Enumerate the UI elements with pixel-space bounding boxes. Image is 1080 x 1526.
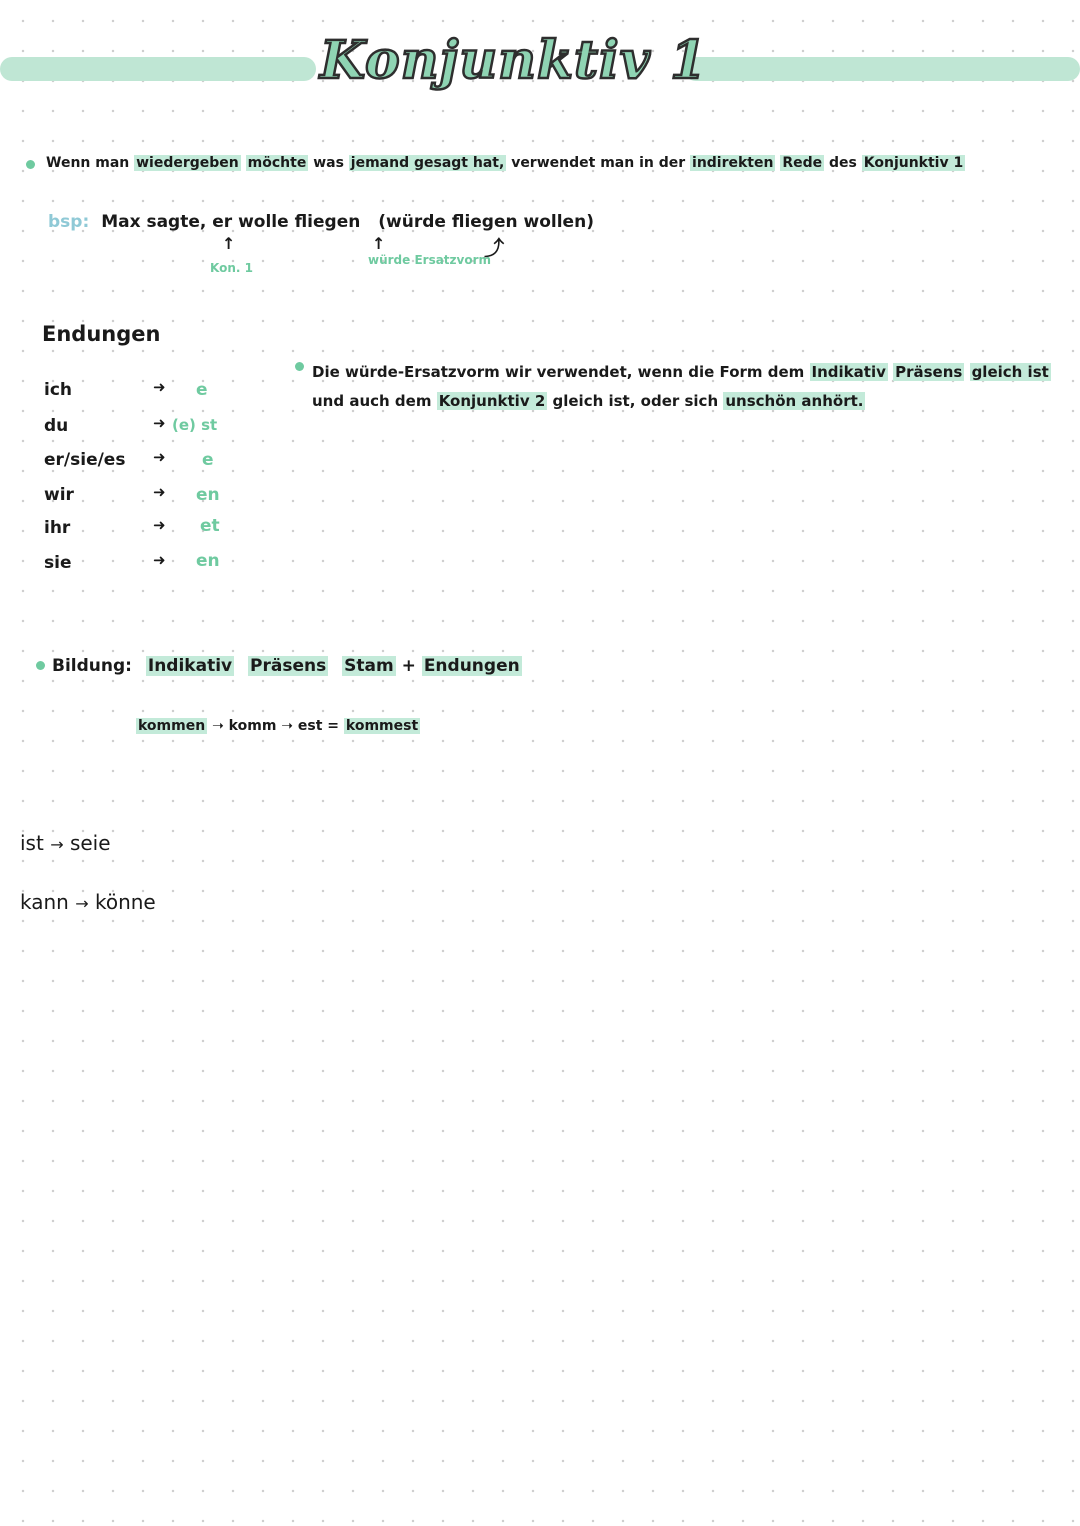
wuerde-note-line-2	[312, 392, 865, 410]
page-title: Konjunktiv 1	[320, 30, 708, 91]
endungen-heading: Endungen	[42, 322, 161, 346]
intro-word: des	[829, 155, 857, 171]
irregular-form	[20, 890, 156, 914]
bildung-line	[52, 656, 522, 676]
note-text: Die würde-Ersatzvorm wir verwendet, wenn die Form dem	[312, 363, 805, 381]
bildung-example-result: kommest	[345, 718, 419, 734]
bildung-example-verb: kommen	[138, 718, 206, 734]
ending-value: e	[202, 450, 214, 470]
right-arrow-icon: ➜	[153, 378, 166, 396]
right-arrow-icon: ➜	[153, 448, 166, 466]
note-highlight: gleich ist	[971, 363, 1049, 381]
pronoun-label: ihr	[44, 518, 71, 538]
pronoun-label: ich	[44, 380, 73, 400]
irregular-to: seie	[69, 831, 111, 855]
ending-value: en	[196, 551, 220, 571]
example-alternative: (würde fliegen wollen)	[378, 212, 594, 232]
bildung-label: Bildung:	[52, 656, 132, 676]
note-text: gleich ist, oder sich	[552, 392, 719, 410]
up-arrow-icon: ↑	[372, 234, 386, 253]
wuerde-note-line-1	[312, 363, 1051, 381]
example-label: bsp:	[48, 212, 90, 232]
intro-word: jemand gesagt hat,	[350, 155, 505, 171]
example-line	[48, 212, 594, 232]
header-bar-left	[0, 57, 316, 81]
right-arrow-icon: ➜	[153, 483, 166, 501]
ending-value: e	[196, 380, 208, 400]
pronoun-label: er/sie/es	[44, 450, 126, 470]
right-arrow-icon: ➜	[153, 551, 166, 569]
note-highlight: Präsens	[895, 363, 963, 381]
irregular-from: ist	[20, 831, 44, 855]
intro-sentence	[46, 155, 965, 171]
bildung-example-steps: ➝ komm ➝ est =	[212, 718, 340, 734]
bildung-part: Endungen	[423, 656, 520, 676]
pronoun-label: du	[44, 416, 69, 436]
pronoun-label: wir	[44, 485, 74, 505]
ending-value: en	[196, 485, 220, 505]
right-arrow-icon: ➜	[153, 414, 166, 432]
note-highlight: unschön anhört.	[725, 392, 864, 410]
curved-up-arrow-icon: ⤴	[484, 236, 504, 260]
irregular-to: könne	[94, 890, 156, 914]
bildung-part: Stam	[344, 656, 394, 676]
bildung-part: Präsens	[250, 656, 327, 676]
intro-word: Konjunktiv 1	[863, 155, 964, 171]
example-sentence: Max sagte, er wolle fliegen	[101, 212, 361, 232]
example-note-konjunktiv: Kon. 1	[210, 261, 253, 275]
bullet-dot	[36, 661, 45, 670]
irregular-form	[20, 831, 111, 855]
intro-word: Wenn man	[46, 155, 130, 171]
example-note-ersatzform: würde Ersatzvorm	[368, 253, 492, 267]
intro-word: Rede	[782, 155, 823, 171]
intro-word: verwendet man in der	[511, 155, 686, 171]
note-highlight: Indikativ	[811, 363, 886, 381]
ending-value: et	[200, 516, 220, 536]
intro-word: indirekten	[692, 155, 774, 171]
note-text: und auch dem	[312, 392, 432, 410]
note-highlight: Konjunktiv 2	[438, 392, 546, 410]
irregular-from: kann	[20, 890, 69, 914]
right-arrow-icon: ➜	[153, 516, 166, 534]
header-bar-right	[684, 57, 1080, 81]
intro-word: möchte	[247, 155, 307, 171]
intro-word: wiedergeben	[136, 155, 239, 171]
bildung-part: Indikativ	[147, 656, 233, 676]
bildung-example	[136, 718, 420, 734]
right-arrow-icon: →	[50, 835, 64, 854]
plus-sign: +	[401, 656, 416, 676]
right-arrow-icon: →	[75, 894, 89, 913]
pronoun-label: sie	[44, 553, 72, 573]
intro-word: was	[313, 155, 344, 171]
bullet-dot	[26, 160, 35, 169]
up-arrow-icon: ↑	[222, 234, 236, 253]
ending-value: (e) st	[172, 416, 218, 434]
bullet-dot	[295, 362, 304, 371]
